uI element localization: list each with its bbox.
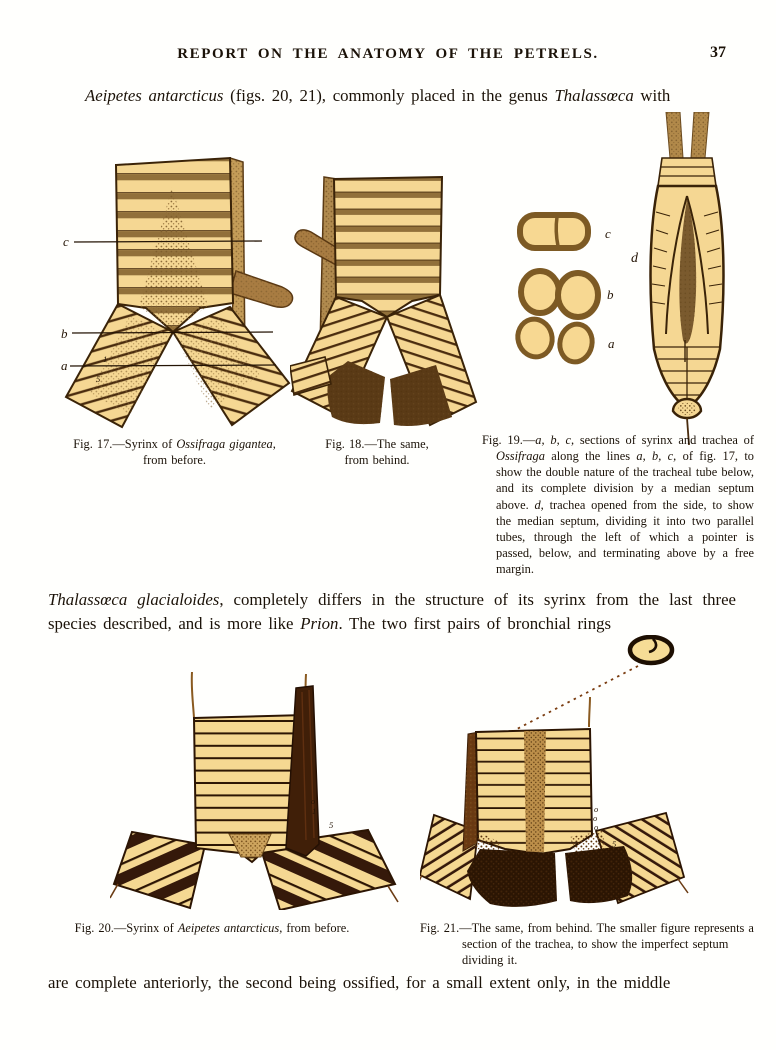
fig21-septum-column	[524, 731, 546, 852]
fig17-label-1: 1	[103, 354, 108, 364]
fig19-label-b: b	[607, 287, 614, 302]
figure-20-caption: Fig. 20.—Syrinx of Aeipetes antarcticus, from before.	[74, 921, 350, 935]
figure-21-illustration	[420, 635, 710, 912]
fig20-label-o: o	[311, 796, 316, 806]
paragraph-closing: are complete anteriorly, the second being ossified, for a small extent only, in the middle	[48, 973, 671, 992]
fig21-dotted-pointer-line	[517, 666, 638, 729]
fig19-label-d: d	[631, 251, 638, 266]
figure-19d-illustration	[630, 112, 745, 445]
fig17-trachea	[116, 158, 233, 332]
fig20-muscle-band	[286, 686, 319, 856]
fig19-label-c: c	[605, 226, 611, 241]
fig20-cut-edges	[192, 672, 306, 718]
fig19-label-a: a	[608, 336, 615, 351]
fig19d-upper-walls	[666, 112, 709, 158]
fig21-label-o1: o	[594, 804, 599, 814]
fig19-section-c	[520, 215, 588, 248]
fig18-dark-shading	[327, 361, 452, 426]
fig17-label-c: c	[63, 234, 69, 249]
fig17-label-b: b	[61, 326, 68, 341]
fig21-dark-masses	[467, 846, 632, 907]
paragraph-opening: Aeipetes antarcticus (figs. 20, 21), commonly placed in the genus Thalassœca with	[85, 86, 671, 105]
fig19-section-b	[521, 271, 598, 317]
figure-21-caption: Fig. 21.—The same, from behind. The smaller figure represents a section of the trachea, to show the imperfect septum dividing it.	[420, 921, 754, 968]
fig21-cut-edge	[589, 697, 590, 727]
fig18-trachea	[334, 177, 442, 317]
fig20-label-5: 5	[329, 820, 334, 830]
fig20-label-1: 1	[312, 806, 317, 816]
figure-17-caption: Fig. 17.—Syrinx of Ossifraga gigantea, from before.	[73, 437, 276, 468]
fig21-label-o3: o	[594, 822, 599, 832]
fig19-section-a	[514, 315, 596, 365]
page-header-title: REPORT ON THE ANATOMY OF THE PETRELS.	[177, 46, 599, 62]
fig21-label-o2: o	[593, 813, 598, 823]
figure-19-sections-illustration	[495, 195, 630, 375]
figure-19-caption: Fig. 19.—a, b, c, sections of syrinx and trachea of Ossifraga along the lines a, b, c, of fig. 17, to show the double nature of the tracheal tube below, and its complete division by a median septum above. d, trachea opened from the side, to show the median septum, dividing it into two parallel tubes, through the left of which a pointer is passed, below, and terminating above by a free margin.	[482, 433, 754, 576]
fig21-label-5: 5	[612, 839, 617, 849]
page-number: 37	[710, 44, 726, 61]
fig19d-body	[651, 186, 724, 408]
fig17-label-a: a	[61, 358, 68, 373]
figure-18-illustration	[290, 165, 480, 430]
paragraph-middle: Thalassœca glacialoides, completely differs in the structure of its syrinx from the last three species described, and is more like Prion. The two first pairs of bronchial rings	[48, 590, 736, 634]
fig21-trachea-section-inset	[630, 637, 672, 663]
fig19d-collar	[658, 158, 716, 186]
figure-17-illustration	[60, 125, 295, 430]
figure-20-illustration	[110, 660, 400, 910]
fig17-label-5: 5	[96, 374, 101, 384]
figure-18-caption: Fig. 18.—The same, from behind.	[325, 437, 429, 468]
